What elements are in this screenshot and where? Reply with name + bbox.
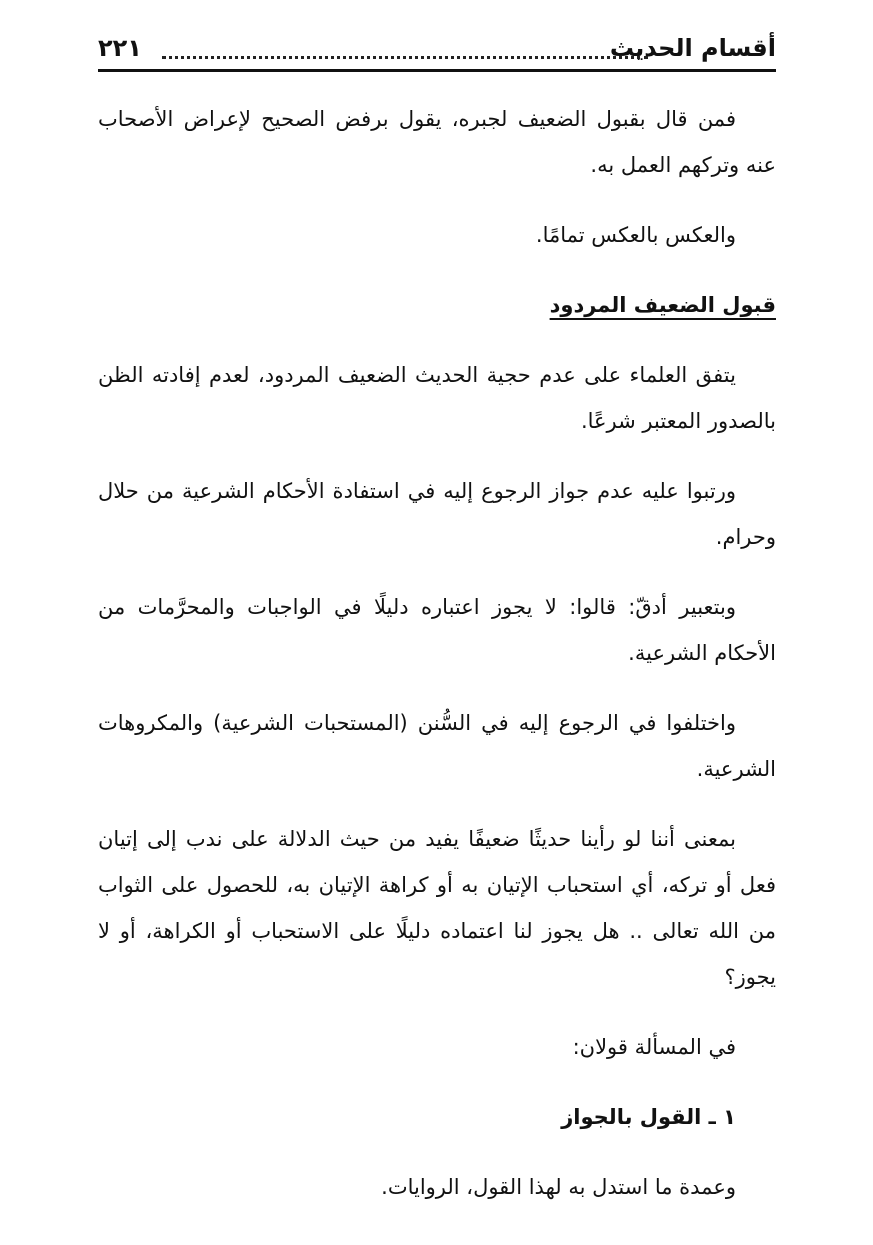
paragraph-3: يتفق العلماء على عدم حجية الحديث الضعيف المردود، لعدم إفادته الظن بالصدور المعتبر شرعًا. [98, 363, 776, 433]
paragraph-2: والعكس بالعكس تمامًا. [535, 223, 736, 247]
paragraph-7: بمعنى أننا لو رأينا حديثًا ضعيفًا يفيد من حيث الدلالة على ندب إلى إتيان فعل أو تركه، أي استحباب الإتيان به أو كراهة الإتيان به، للحصول على الثواب من الله تعالى .. هل يجوز لنا اعتماده دليلًا على الاستحباب أو الكراهة، أو لا يجوز؟ [98, 827, 776, 989]
page-body [98, 96, 776, 1234]
paragraph-8: في المسألة قولان: [572, 1035, 736, 1059]
paragraph-5: وبتعبير أدقّ: قالوا: لا يجوز اعتباره دليلًا في الواجبات والمحرَّمات من الأحكام الشرعية. [98, 595, 776, 665]
paragraph-9: وعمدة ما استدل به لهذا القول، الروايات. [381, 1175, 736, 1199]
paragraph-1: فمن قال بقبول الضعيف لجبره، يقول برفض الصحيح لإعراض الأصحاب عنه وتركهم العمل به. [98, 107, 776, 177]
numbered-item-1: ١ ـ القول بالجواز [561, 1105, 736, 1129]
running-title: أقسام الحديث [609, 34, 776, 62]
page-number: ٢٢١ [98, 34, 142, 62]
page-header [98, 30, 776, 72]
paragraph-4: ورتبوا عليه عدم جواز الرجوع إليه في استفادة الأحكام الشرعية من حلال وحرام. [98, 479, 776, 549]
section-heading: قبول الضعيف المردود [549, 293, 776, 317]
header-rule [98, 69, 776, 72]
header-dot-leader [162, 56, 648, 59]
paragraph-6: واختلفوا في الرجوع إليه في السُّنن (المستحبات الشرعية) والمكروهات الشرعية. [98, 711, 776, 781]
